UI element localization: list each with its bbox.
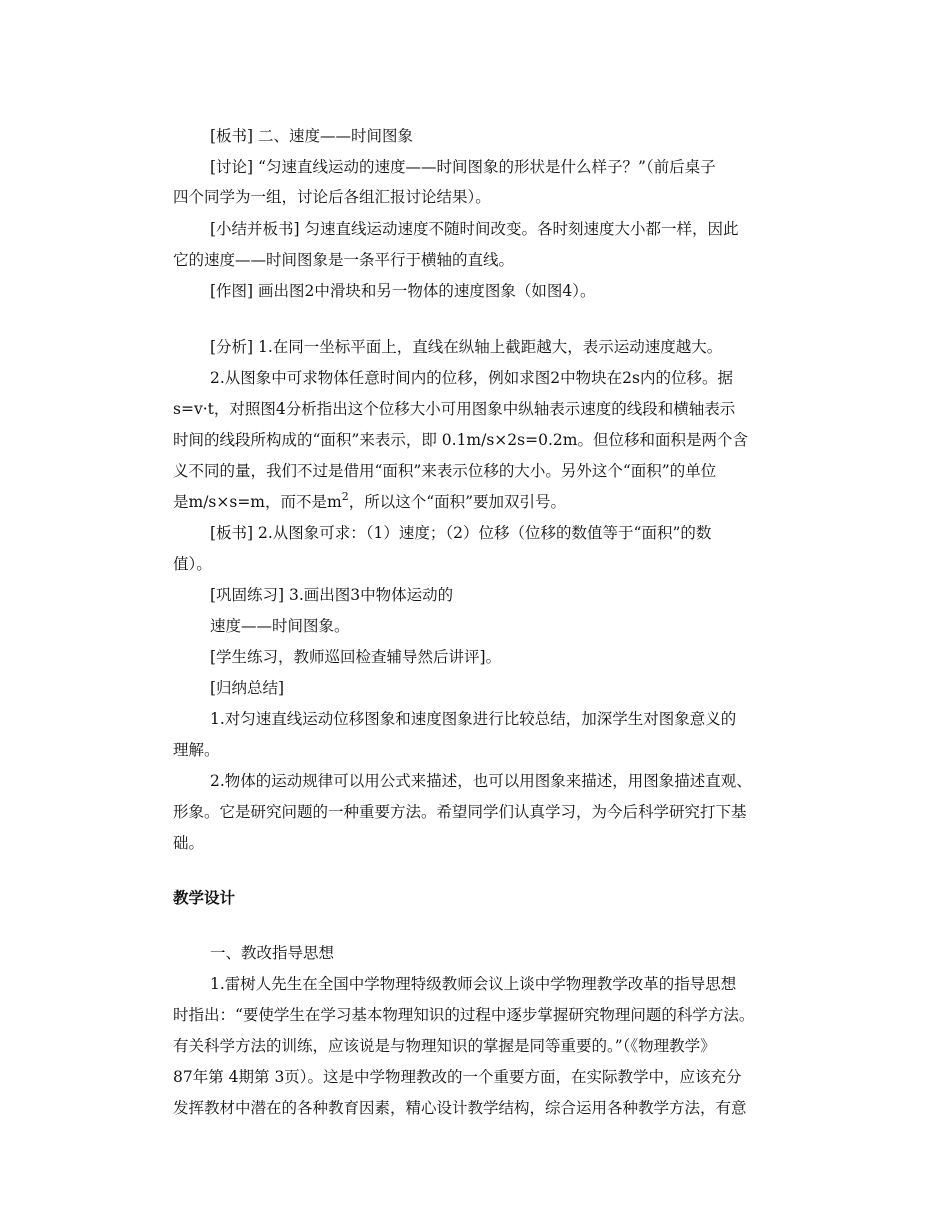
text-line: 一、教改指导思想 — [210, 944, 335, 962]
text-line: 1.雷树人先生在全国中学物理特级教师会议上谈中学物理教学改革的指导思想 — [210, 975, 737, 993]
text-line: [分析] 1.在同一坐标平面上，直线在纵轴上截距越大，表示运动速度越大。 — [210, 338, 723, 356]
text-line: [讨论] “匀速直线运动的速度——时间图象的形状是什么样子？”（前后桌子 — [210, 158, 716, 176]
text-line: 四个同学为一组，讨论后各组汇报讨论结果）。 — [173, 188, 491, 206]
text-line: 时间的线段所构成的“面积”来表示，即 0.1m/s×2s=0.2m。但位移和面积是两个含 — [173, 431, 748, 449]
text-line: [学生练习，教师巡回检查辅导然后讲评]。 — [210, 648, 502, 666]
superscript: 2 — [341, 490, 349, 503]
text-line: [作图] 画出图2中滑块和另一物体的速度图象（如图4）。 — [210, 282, 596, 300]
text-line: 它的速度——时间图象是一条平行于横轴的直线。 — [173, 251, 515, 269]
text-line: 有关科学方法的训练，应该说是与物理知识的掌握是同等重要的。”（《物理教学》 — [173, 1037, 716, 1055]
section-heading: 教学设计 — [173, 888, 236, 907]
text-line: 理解。 — [173, 741, 220, 759]
text-line: 义不同的量，我们不过是借用“面积”来表示位移的大小。另外这个“面积”的单位 — [173, 462, 717, 480]
text-line: s=v·t，对照图4分析指出这个位移大小可用图象中纵轴表示速度的线段和横轴表示 — [173, 400, 736, 418]
text-line: 1.对匀速直线运动位移图象和速度图象进行比较总结，加深学生对图象意义的 — [210, 710, 737, 728]
text-line: 形象。它是研究问题的一种重要方法。希望同学们认真学习，为今后科学研究打下基 — [173, 803, 747, 821]
text-line: 时指出：“要使学生在学习基本物理知识的过程中逐步掌握研究物理问题的科学方法。 — [173, 1006, 755, 1024]
text-line: [归纳总结] — [210, 679, 285, 697]
text-line: [板书] 2.从图象可求：（1）速度；（2）位移（位移的数值等于“面积”的数 — [210, 524, 712, 542]
text-line: [巩固练习] 3.画出图3中物体运动的 — [210, 586, 454, 604]
text-line: 2.物体的运动规律可以用公式来描述，也可以用图象来描述，用图象描述直观、 — [210, 772, 752, 790]
text-line: 87年第 4期第 3页）。这是中学物理教改的一个重要方面，在实际教学中，应该充分 — [173, 1068, 742, 1086]
text-line: 速度——时间图象。 — [210, 617, 350, 635]
text-line: 础。 — [173, 834, 205, 852]
text-segment: 是m/s×s=m，而不是m — [173, 493, 342, 511]
text-line: 2.从图象中可求物体任意时间内的位移，例如求图2中物块在2s内的位移。据 — [210, 369, 733, 387]
text-line — [173, 492, 566, 512]
text-line: [板书] 二、速度——时间图象 — [210, 127, 414, 145]
text-line: [小结并板书] 匀速直线运动速度不随时间改变。各时刻速度大小都一样，因此 — [210, 220, 739, 238]
text-segment: ，所以这个“面积”要加双引号。 — [348, 493, 567, 511]
text-line: 发挥教材中潜在的各种教育因素，精心设计教学结构，综合运用各种教学方法，有意 — [173, 1099, 747, 1117]
text-line: 值）。 — [173, 555, 212, 573]
